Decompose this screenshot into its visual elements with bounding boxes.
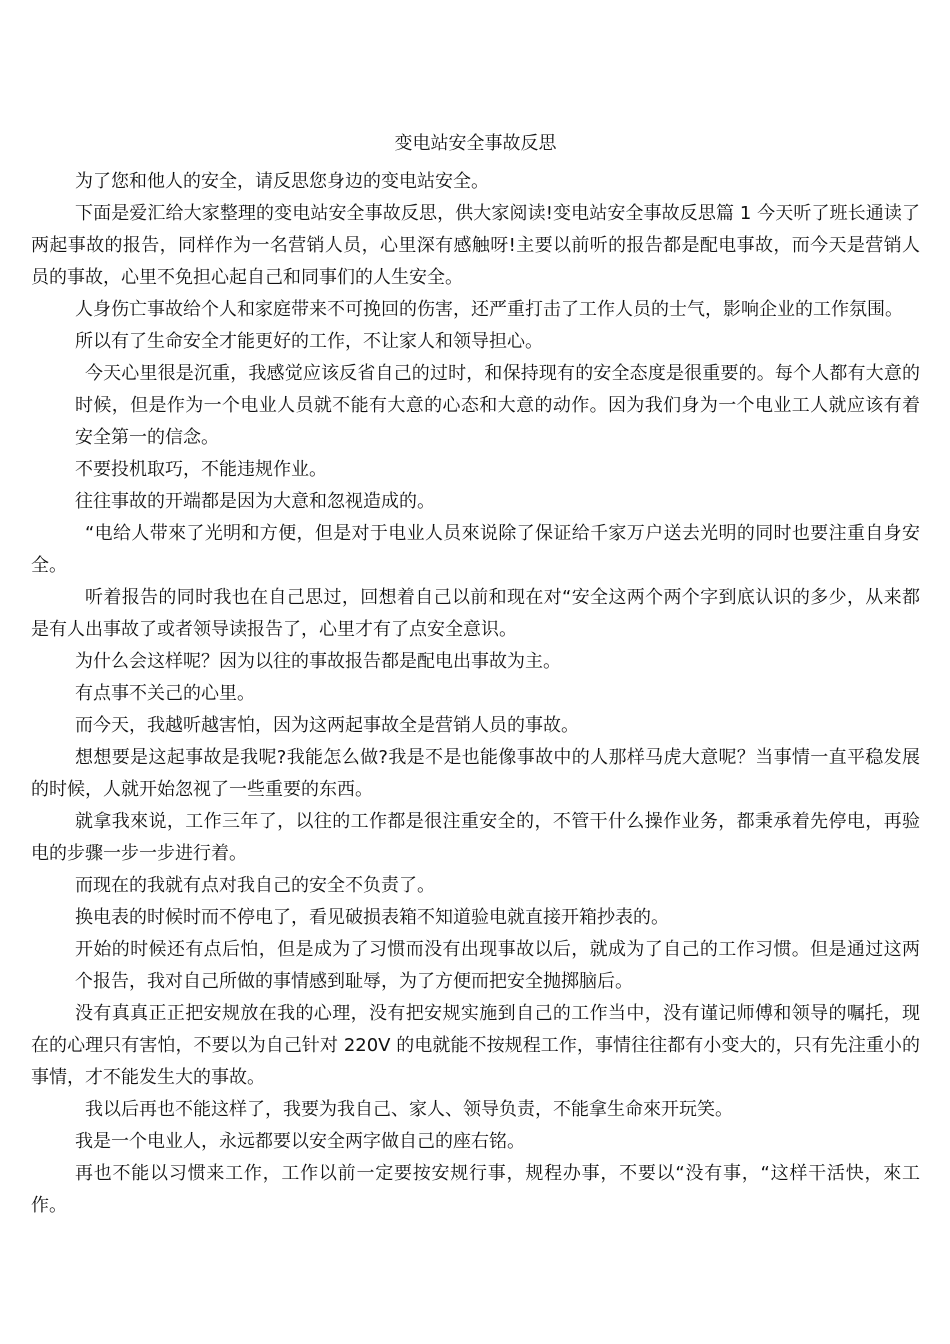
paragraph-5: 今天心里很是沉重，我感觉应该反省自己的过时，和保持现有的安全态度是很重要的。每个人都有大意的时候，但是作为一个电业人员就不能有大意的心态和大意的动作。因为我们身为一个电业工人就应该有着安全第一的信念。 [75,363,920,448]
paragraph-7: 往往事故的开端都是因为大意和忽视造成的。 [75,491,435,512]
paragraph-1: 为了您和他人的安全，请反思您身边的变电站安全。 [75,171,489,192]
paragraph-10: 为什么会这样呢？因为以往的事故报告都是配电出事故为主。 [75,651,561,672]
paragraph-19: 我以后再也不能这样了，我要为我自己、家人、领导负责，不能拿生命來开玩笑。 [85,1099,733,1120]
paragraph-12: 而今天，我越听越害怕，因为这两起事故全是营销人员的事故。 [75,715,579,736]
paragraph-2: 下面是爱汇给大家整理的变电站安全事故反思，供大家阅读!变电站安全事故反思篇 1 今天听了班长通读了两起事故的报告，同样作为一名营销人员，心里深有感触呀!主要以前听的报告都是配电事故，而今天是营销人员的事故，心里不免担心起自己和同事们的人生安全。 [31,203,920,288]
paragraph-9: 听着报告的同时我也在自己思过，回想着自己以前和现在对“安全这两个两个字到底认识的多少，从来都是有人出事故了或者领导读报告了，心里才有了点安全意识。 [31,587,920,640]
document-title: 变电站安全事故反思 [394,133,557,154]
paragraph-14: 就拿我來说，工作三年了，以往的工作都是很注重安全的，不管干什么操作业务，都秉承着先停电，再验电的步骤一步一步进行着。 [31,811,920,864]
paragraph-21: 再也不能以习惯来工作，工作以前一定要按安规行事，规程办事，不要以“没有事，“这样干活快，來工作。 [31,1163,920,1216]
paragraph-15: 而现在的我就有点对我自己的安全不负责了。 [75,875,435,896]
paragraph-4: 所以有了生命安全才能更好的工作，不让家人和领导担心。 [75,331,543,352]
document-page [31,128,920,1222]
paragraph-17: 开始的时候还有点后怕，但是成为了习惯而没有出现事故以后，就成为了自己的工作习惯。但是通过这两个报告，我对自己所做的事情感到耻辱，为了方便而把安全抛掷脑后。 [75,939,920,992]
paragraph-3: 人身伤亡事故给个人和家庭带来不可挽回的伤害，还严重打击了工作人员的士气，影响企业的工作氛围。 [75,299,903,320]
paragraph-6: 不要投机取巧，不能违规作业。 [75,459,327,480]
paragraph-16: 换电表的时候时而不停电了，看见破损表箱不知道验电就直接开箱抄表的。 [75,907,669,928]
paragraph-18: 没有真真正正把安规放在我的心理，没有把安规实施到自己的工作当中，没有谨记师傅和领导的嘱托，现在的心理只有害怕，不要以为自己针对 220V 的电就能不按规程工作，事情往往都有小变大的，只有先注重小的事情，才不能发生大的事故。 [31,1003,920,1088]
paragraph-11: 有点事不关己的心里。 [75,683,255,704]
paragraph-8: “电给人带來了光明和方便，但是对于电业人员來说除了保证给千家万户送去光明的同时也要注重自身安全。 [31,523,920,576]
paragraph-13: 想想要是这起事故是我呢?我能怎么做?我是不是也能像事故中的人那样马虎大意呢？当事情一直平稳发展的时候，人就开始忽视了一些重要的东西。 [31,747,920,800]
paragraph-20: 我是一个电业人，永远都要以安全两字做自己的座右铭。 [75,1131,525,1152]
